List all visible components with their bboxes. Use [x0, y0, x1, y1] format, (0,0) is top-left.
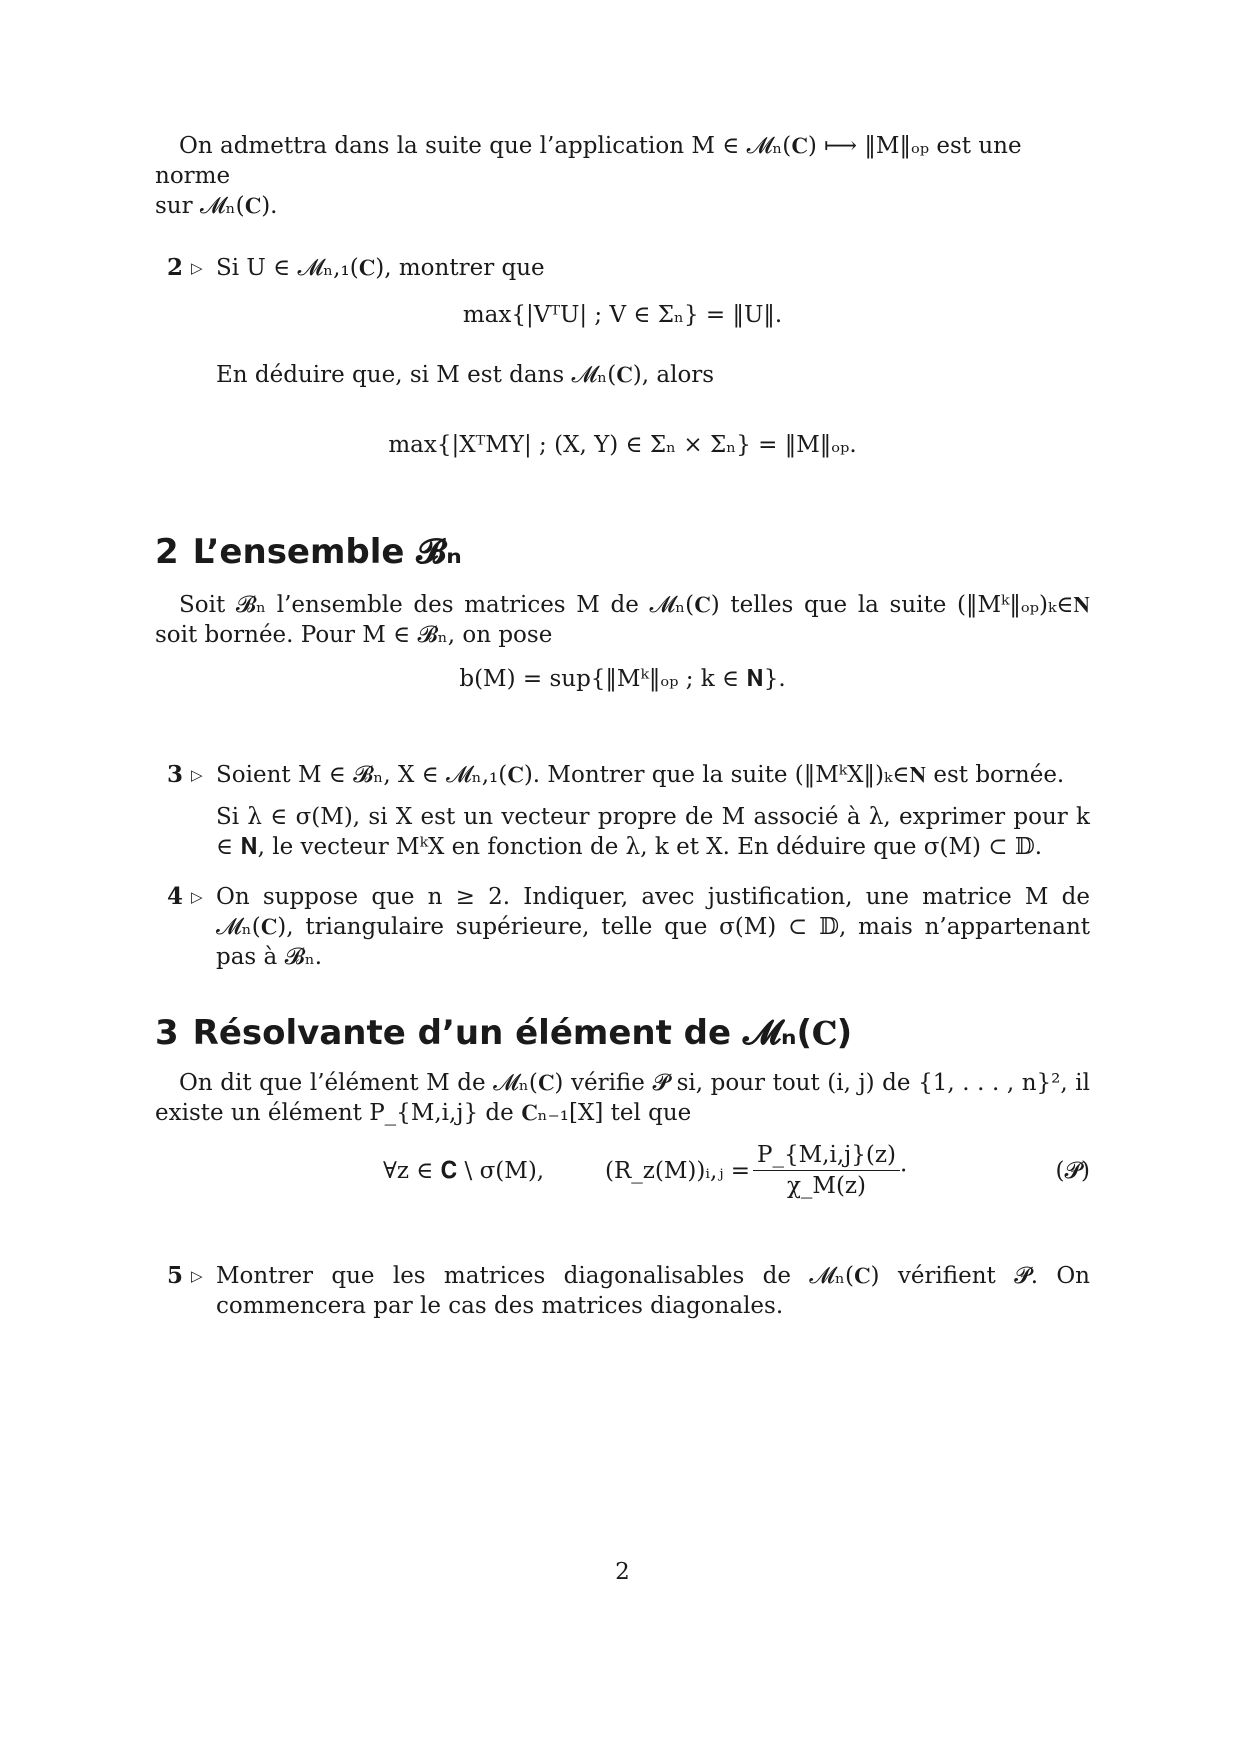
page [155, 0, 1090, 1754]
equation-p [155, 1140, 1090, 1204]
section-number: 2 [155, 532, 179, 572]
section-2-paragraph [155, 590, 1090, 650]
section-3-paragraph [155, 1068, 1090, 1128]
section-2-text: Soit 𝓑ₙ l’ensemble des matrices M de 𝓜ₙ(𝐂) telles que la suite (‖Mᵏ‖ₒₚ)ₖ∈𝐍 soit bornée. Pour M ∈ 𝓑ₙ, on pose [155, 592, 1090, 648]
question-3 [155, 760, 1090, 862]
intro-line-2: sur 𝓜ₙ(𝐂). [155, 193, 278, 219]
equation-p-period: · [900, 1158, 908, 1184]
question-4-marker [167, 882, 203, 912]
question-number: 5 [167, 1262, 184, 1289]
intro-paragraph [155, 131, 1090, 221]
section-title: L’ensemble 𝓑ₙ [192, 532, 462, 572]
question-number: 3 [167, 761, 184, 788]
question-4 [155, 882, 1090, 972]
equation-tag: (𝓟) [1055, 1158, 1090, 1184]
question-2-text-2: En déduire que, si M est dans 𝓜ₙ(𝐂), alors [216, 362, 715, 388]
fraction-denominator: χ_M(z) [786, 1173, 867, 1199]
equation-p-middle: (R_z(M))ᵢ,ⱼ = [605, 1158, 750, 1184]
question-2-marker [167, 253, 203, 283]
question-3-marker [167, 760, 203, 790]
question-4-text: On suppose que n ≥ 2. Indiquer, avec justification, une matrice M de 𝓜ₙ(𝐂), triangulaire supérieure, telle que σ(M) ⊂ 𝔻, mais n’appartenant pas à 𝓑ₙ. [216, 884, 1090, 970]
intro-line-1: On admettra dans la suite que l’application M ∈ 𝓜ₙ(𝐂) ⟼ ‖M‖ₒₚ est une norme [155, 133, 1022, 189]
question-2-text: Si U ∈ 𝓜ₙ,₁(𝐂), montrer que [216, 255, 545, 281]
question-2 [155, 253, 1090, 283]
section-title: Résolvante d’un élément de 𝓜ₙ(𝐂) [192, 1013, 853, 1053]
page-number: 2 [615, 1559, 630, 1585]
question-number: 4 [167, 883, 184, 910]
question-5-text: Montrer que les matrices diagonalisables de 𝓜ₙ(𝐂) vérifient 𝓟. On commencera par le cas des matrices diagonales. [216, 1263, 1090, 1319]
section-3-heading [155, 1013, 852, 1053]
equation-max-xtmy: max{|XᵀMY| ; (X, Y) ∈ Σₙ × Σₙ} = ‖M‖ₒₚ. [388, 432, 857, 458]
question-number: 2 [167, 254, 184, 281]
question-5-marker [167, 1261, 203, 1291]
triangle-icon: ▷ [191, 259, 203, 277]
question-5 [155, 1261, 1090, 1321]
section-number: 3 [155, 1013, 179, 1053]
triangle-icon: ▷ [191, 766, 203, 784]
question-3-text-2: Si λ ∈ σ(M), si X est un vecteur propre de M associé à λ, exprimer pour k ∈ 𝐍, le vecteur MᵏX en fonction de λ, k et X. En déduire que σ(M) ⊂ 𝔻. [216, 804, 1090, 860]
question-2-followup [155, 360, 1090, 390]
question-3-text-1: Soient M ∈ 𝓑ₙ, X ∈ 𝓜ₙ,₁(𝐂). Montrer que la suite (‖MᵏX‖)ₖ∈𝐍 est bornée. [216, 762, 1065, 788]
equation-b-of-m: b(M) = sup{‖Mᵏ‖ₒₚ ; k ∈ 𝐍}. [459, 666, 786, 692]
section-3-text: On dit que l’élément M de 𝓜ₙ(𝐂) vérifie 𝓟 si, pour tout (i, j) de {1, . . . , n}², il existe un élément P_{M,i,j} de 𝐂ₙ₋₁[X] tel que [155, 1070, 1090, 1126]
equation-max-vtu: max{|VᵀU| ; V ∈ Σₙ} = ‖U‖. [462, 302, 783, 328]
triangle-icon: ▷ [191, 888, 203, 906]
section-2-heading [155, 532, 462, 572]
fraction-numerator: P_{M,i,j}(z) [753, 1140, 900, 1171]
triangle-icon: ▷ [191, 1267, 203, 1285]
equation-p-fraction [753, 1140, 900, 1201]
equation-p-left: ∀z ∈ 𝐂 \ σ(M), [383, 1158, 545, 1184]
